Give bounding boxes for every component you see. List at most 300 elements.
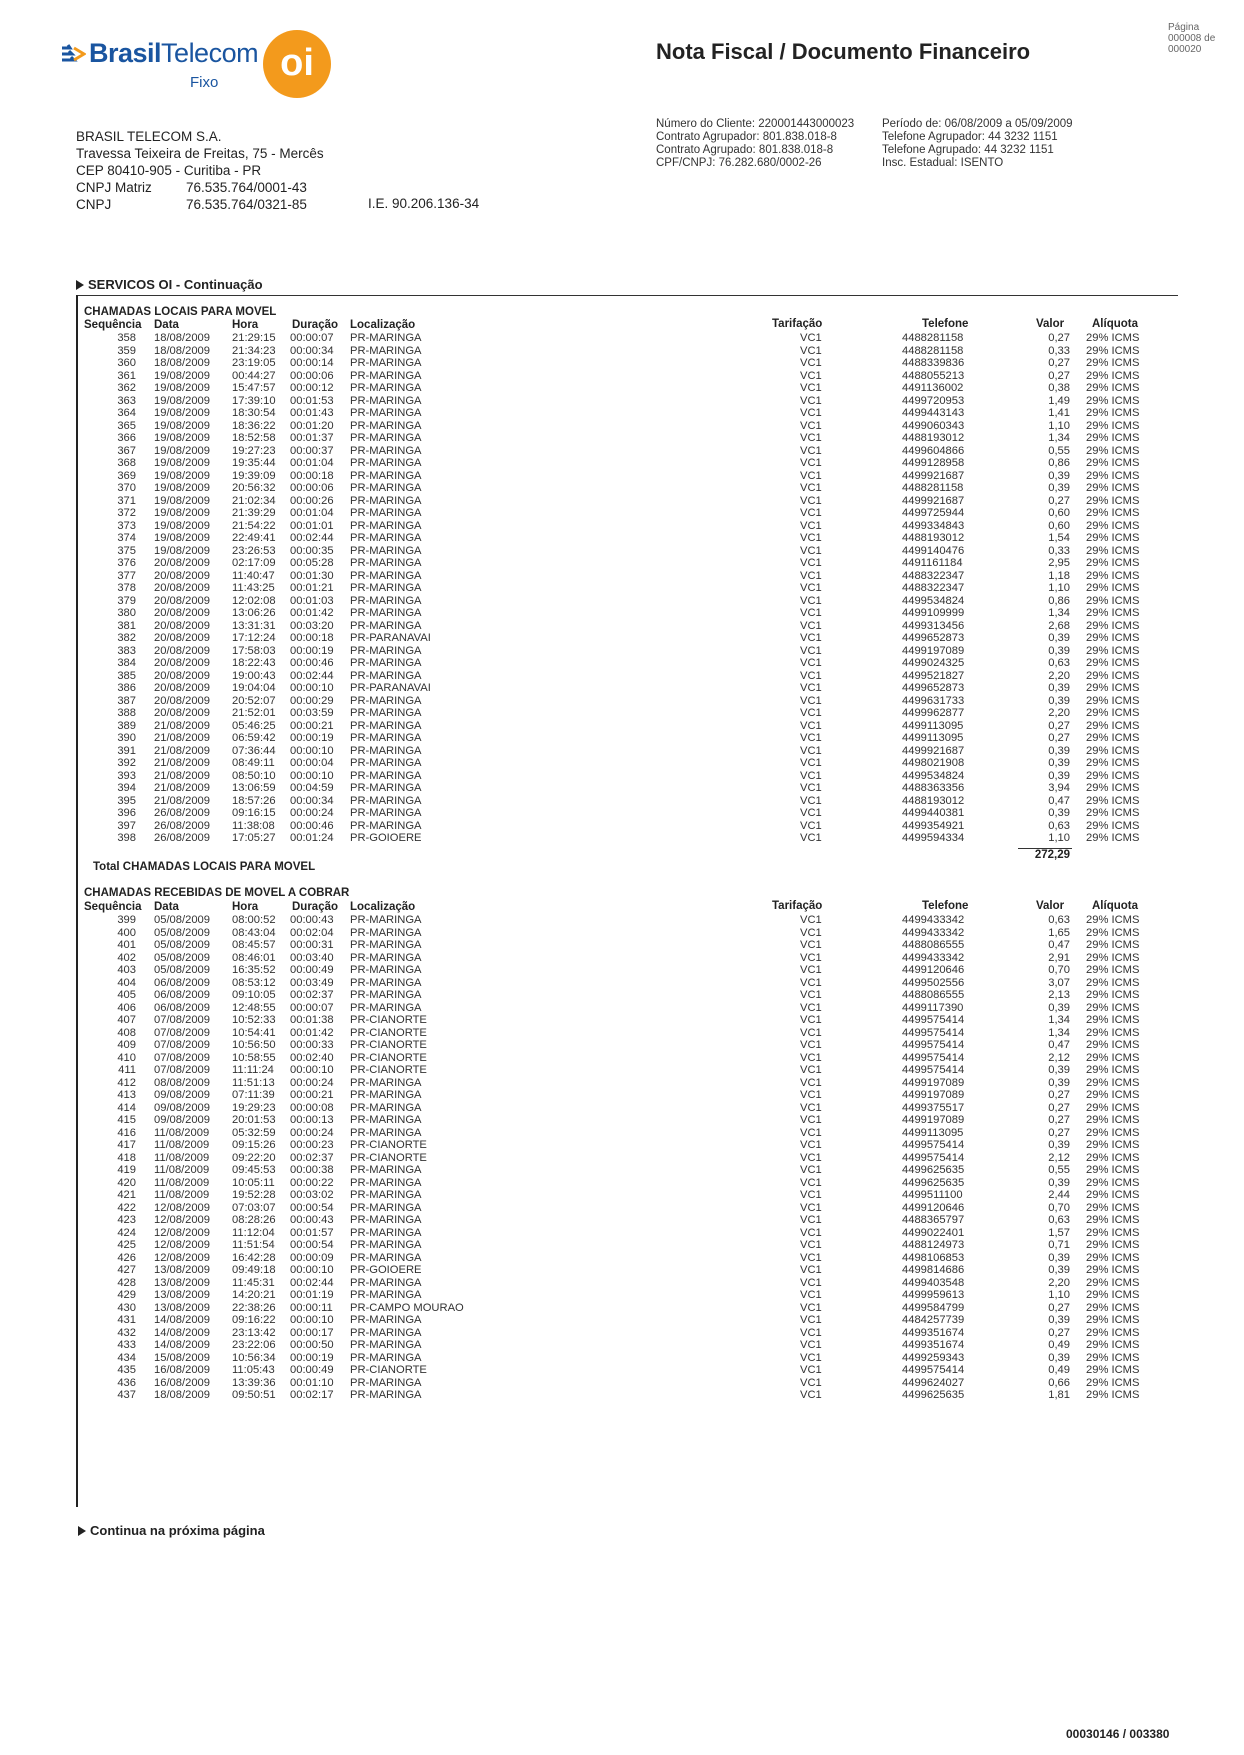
cell-phone: 4499113095 — [902, 1126, 964, 1139]
cell-phone: 4499921687 — [902, 494, 965, 507]
cell-rate: 29% ICMS — [1086, 394, 1140, 407]
brand-name: BrasilTelecom — [60, 38, 258, 68]
cell-value: 0,70 — [1048, 1201, 1070, 1214]
cell-location: PR-MARINGA — [350, 344, 422, 357]
cell-duration: 00:01:42 — [290, 607, 334, 619]
cell-value: 2,20 — [1048, 1276, 1070, 1289]
cell-date: 09/08/2009 — [154, 1101, 210, 1114]
cell-time: 10:56:50 — [232, 1039, 276, 1051]
cell-seq: 364 — [117, 407, 136, 419]
table-row — [0, 1014, 1244, 1027]
cell-duration: 00:00:29 — [290, 694, 334, 707]
cell-rate: 29% ICMS — [1086, 632, 1140, 644]
col-phone-header: Telefone — [922, 318, 969, 330]
cell-duration: 00:01:04 — [290, 507, 334, 519]
cell-date: 20/08/2009 — [154, 632, 210, 644]
cell-value: 1,41 — [1048, 407, 1070, 419]
cell-date: 11/08/2009 — [154, 1164, 210, 1176]
cell-value: 0,86 — [1048, 594, 1070, 607]
table-row — [0, 939, 1244, 952]
cell-location: PR-MARINGA — [350, 807, 422, 819]
cell-tariff: VC1 — [800, 914, 822, 926]
cell-rate: 29% ICMS — [1086, 1026, 1140, 1039]
cell-value: 0,39 — [1048, 1314, 1070, 1326]
cell-value: 2,44 — [1048, 1189, 1070, 1201]
cell-rate: 29% ICMS — [1086, 557, 1140, 569]
cell-phone: 4499575414 — [902, 1039, 965, 1051]
cell-tariff: VC1 — [800, 1301, 822, 1314]
cell-duration: 00:02:37 — [290, 1151, 334, 1164]
cell-location: PR-MARINGA — [350, 1201, 422, 1214]
col-seq-header-2: Sequência — [84, 901, 142, 913]
cell-value: 3,07 — [1048, 976, 1070, 989]
table-row — [0, 332, 1244, 345]
cell-duration: 00:01:42 — [290, 1026, 334, 1039]
cell-seq: 375 — [117, 544, 136, 557]
cell-rate: 29% ICMS — [1086, 1014, 1140, 1026]
cell-seq: 366 — [117, 432, 136, 444]
cell-value: 0,63 — [1048, 914, 1070, 926]
table-row — [0, 1177, 1244, 1190]
cell-rate: 29% ICMS — [1086, 951, 1140, 964]
cell-location: PR-MARINGA — [350, 976, 422, 989]
cnpj-matriz-row — [76, 179, 324, 196]
cell-seq: 376 — [117, 557, 136, 569]
cell-seq: 403 — [117, 964, 136, 976]
cell-date: 13/08/2009 — [154, 1264, 210, 1276]
cell-tariff: VC1 — [800, 1051, 822, 1064]
cell-phone: 4499120646 — [902, 964, 965, 976]
table-row — [0, 520, 1244, 533]
cell-duration: 00:00:19 — [290, 644, 334, 657]
cell-rate: 29% ICMS — [1086, 1151, 1140, 1164]
cell-phone: 4484257739 — [902, 1314, 965, 1326]
cell-phone: 4499921687 — [902, 744, 965, 757]
cell-rate: 29% ICMS — [1086, 832, 1140, 844]
cell-location: PR-MARINGA — [350, 1114, 422, 1126]
cell-time: 08:28:26 — [232, 1214, 276, 1226]
cell-date: 13/08/2009 — [154, 1301, 210, 1314]
cell-date: 11/08/2009 — [154, 1151, 210, 1164]
cell-date: 18/08/2009 — [154, 357, 210, 369]
cell-value: 0,27 — [1048, 494, 1070, 507]
cell-time: 09:10:05 — [232, 989, 276, 1001]
cell-location: PR-MARINGA — [350, 407, 422, 419]
table-row — [0, 1277, 1244, 1290]
cell-location: PR-MARINGA — [350, 482, 422, 494]
cell-rate: 29% ICMS — [1086, 432, 1140, 444]
cell-date: 07/08/2009 — [154, 1014, 210, 1026]
cell-time: 18:52:58 — [232, 432, 276, 444]
cell-time: 21:39:29 — [232, 507, 276, 519]
cell-time: 11:45:31 — [232, 1276, 275, 1289]
cell-phone: 4499313456 — [902, 619, 965, 632]
table-row — [0, 470, 1244, 483]
cell-rate: 29% ICMS — [1086, 457, 1140, 469]
cell-time: 16:42:28 — [232, 1251, 276, 1264]
cell-location: PR-MARINGA — [350, 1126, 422, 1139]
cell-location: PR-MARINGA — [350, 757, 422, 769]
cell-location: PR-MARINGA — [350, 382, 422, 394]
cell-seq: 363 — [117, 394, 136, 407]
cell-tariff: VC1 — [800, 557, 822, 569]
cell-duration: 00:00:10 — [290, 744, 334, 757]
cell-location: PR-MARINGA — [350, 507, 422, 519]
cell-duration: 00:02:44 — [290, 1276, 334, 1289]
table-row — [0, 964, 1244, 977]
cell-location: PR-MARINGA — [350, 719, 422, 732]
cell-seq: 393 — [117, 769, 136, 782]
cell-rate: 29% ICMS — [1086, 669, 1140, 682]
cell-date: 20/08/2009 — [154, 707, 210, 719]
cell-location: PR-MARINGA — [350, 914, 422, 926]
cell-date: 16/08/2009 — [154, 1364, 210, 1376]
cell-phone: 4499354921 — [902, 819, 965, 832]
cell-time: 13:31:31 — [232, 619, 276, 632]
table-row — [0, 832, 1244, 845]
cell-date: 26/08/2009 — [154, 832, 210, 844]
cell-rate: 29% ICMS — [1086, 357, 1140, 369]
cell-date: 09/08/2009 — [154, 1114, 210, 1126]
cell-duration: 00:00:10 — [290, 682, 334, 694]
cell-rate: 29% ICMS — [1086, 757, 1140, 769]
cell-date: 19/08/2009 — [154, 419, 210, 432]
cell-rate: 29% ICMS — [1086, 1239, 1140, 1251]
table-row — [0, 507, 1244, 520]
cell-rate: 29% ICMS — [1086, 1226, 1140, 1239]
cell-value: 0,63 — [1048, 819, 1070, 832]
table-row — [0, 914, 1244, 927]
cell-tariff: VC1 — [800, 1376, 822, 1389]
table-row — [0, 1202, 1244, 1215]
cell-seq: 415 — [117, 1114, 136, 1126]
cell-phone: 4499128958 — [902, 457, 965, 469]
cell-phone: 4499725944 — [902, 507, 965, 519]
cell-value: 2,12 — [1048, 1151, 1070, 1164]
cell-value: 1,34 — [1048, 607, 1070, 619]
cell-rate: 29% ICMS — [1086, 914, 1140, 926]
cell-date: 07/08/2009 — [154, 1026, 210, 1039]
cell-value: 0,27 — [1048, 1101, 1070, 1114]
cell-rate: 29% ICMS — [1086, 1276, 1140, 1289]
cell-rate: 29% ICMS — [1086, 1289, 1140, 1301]
table-row — [0, 732, 1244, 745]
cell-tariff: VC1 — [800, 407, 822, 419]
cell-value: 0,49 — [1048, 1339, 1070, 1351]
cell-seq: 394 — [117, 782, 136, 794]
cell-date: 05/08/2009 — [154, 926, 210, 939]
cell-duration: 00:00:21 — [290, 1089, 334, 1101]
cell-value: 0,27 — [1048, 1301, 1070, 1314]
cell-time: 09:15:26 — [232, 1139, 276, 1151]
cell-seq: 417 — [117, 1139, 136, 1151]
cell-rate: 29% ICMS — [1086, 719, 1140, 732]
cell-time: 23:19:05 — [232, 357, 276, 369]
cell-duration: 00:00:31 — [290, 939, 334, 951]
cell-rate: 29% ICMS — [1086, 769, 1140, 782]
table-row — [0, 1064, 1244, 1077]
billing-period: Período de: 06/08/2009 a 05/09/2009 — [882, 118, 1073, 130]
cell-date: 14/08/2009 — [154, 1339, 210, 1351]
cell-phone: 4499403548 — [902, 1276, 965, 1289]
cell-phone: 4499625635 — [902, 1164, 965, 1176]
cell-duration: 00:01:20 — [290, 419, 334, 432]
cell-duration: 00:00:54 — [290, 1239, 334, 1251]
cell-tariff: VC1 — [800, 1114, 822, 1126]
cell-tariff: VC1 — [800, 607, 822, 619]
table-row — [0, 757, 1244, 770]
cell-phone: 4488365797 — [902, 1214, 965, 1226]
cell-date: 09/08/2009 — [154, 1089, 210, 1101]
cell-date: 07/08/2009 — [154, 1051, 210, 1064]
cell-phone: 4499117390 — [902, 1001, 964, 1014]
cell-seq: 410 — [117, 1051, 136, 1064]
cell-duration: 00:05:28 — [290, 557, 334, 569]
cell-phone: 4488281158 — [902, 332, 964, 344]
cell-tariff: VC1 — [800, 707, 822, 719]
cell-location: PR-CIANORTE — [350, 1151, 427, 1164]
cell-phone: 4499197089 — [902, 1076, 965, 1089]
cell-location: PR-MARINGA — [350, 519, 422, 532]
cell-duration: 00:01:57 — [290, 1226, 334, 1239]
cell-value: 1,10 — [1048, 832, 1070, 844]
cell-tariff: VC1 — [800, 482, 822, 494]
cell-phone: 4499443143 — [902, 407, 965, 419]
cell-duration: 00:01:53 — [290, 394, 334, 407]
cell-time: 17:58:03 — [232, 644, 276, 657]
cell-rate: 29% ICMS — [1086, 1201, 1140, 1214]
cell-location: PR-MARINGA — [350, 819, 422, 832]
cell-date: 19/08/2009 — [154, 432, 210, 444]
cell-tariff: VC1 — [800, 964, 822, 976]
cell-rate: 29% ICMS — [1086, 407, 1140, 419]
cell-rate: 29% ICMS — [1086, 619, 1140, 632]
cell-duration: 00:00:11 — [290, 1301, 333, 1314]
cell-location: PR-MARINGA — [350, 707, 422, 719]
cell-time: 05:46:25 — [232, 719, 276, 732]
cell-rate: 29% ICMS — [1086, 819, 1140, 832]
cell-tariff: VC1 — [800, 594, 822, 607]
cell-location: PR-MARINGA — [350, 1189, 422, 1201]
table-row — [0, 532, 1244, 545]
table-row — [0, 432, 1244, 445]
cell-tariff: VC1 — [800, 1014, 822, 1026]
cell-tariff: VC1 — [800, 544, 822, 557]
table-row — [0, 545, 1244, 558]
cell-value: 1,65 — [1048, 926, 1070, 939]
page-label: Página — [1168, 22, 1200, 33]
cell-rate: 29% ICMS — [1086, 482, 1140, 494]
cell-value: 1,57 — [1048, 1226, 1070, 1239]
cell-phone: 4499351674 — [902, 1339, 965, 1351]
cell-value: 0,39 — [1048, 757, 1070, 769]
cell-location: PR-MARINGA — [350, 607, 422, 619]
cell-tariff: VC1 — [800, 432, 822, 444]
cell-phone: 4499375517 — [902, 1101, 965, 1114]
cell-tariff: VC1 — [800, 569, 822, 582]
cell-time: 09:49:18 — [232, 1264, 276, 1276]
cell-location: PR-MARINGA — [350, 1101, 422, 1114]
cell-duration: 00:03:49 — [290, 976, 334, 989]
table-row — [0, 707, 1244, 720]
col-location-header: Localização — [350, 319, 416, 331]
cell-tariff: VC1 — [800, 939, 822, 951]
cell-time: 23:22:06 — [232, 1339, 276, 1351]
cell-time: 19:35:44 — [232, 457, 276, 469]
cell-phone: 4488193012 — [902, 532, 965, 544]
cnpj-matriz-value: 76.535.764/0001-43 — [186, 180, 307, 195]
cell-rate: 29% ICMS — [1086, 382, 1140, 394]
cell-phone: 4499575414 — [902, 1064, 965, 1076]
cell-date: 18/08/2009 — [154, 344, 210, 357]
cell-value: 0,39 — [1048, 682, 1070, 694]
cell-date: 16/08/2009 — [154, 1376, 210, 1389]
cell-value: 0,39 — [1048, 469, 1070, 482]
cell-duration: 00:00:46 — [290, 657, 334, 669]
footer-code: 00030146 / 003380 — [1066, 1727, 1170, 1741]
cell-value: 1,49 — [1048, 394, 1070, 407]
cell-time: 11:51:54 — [232, 1239, 275, 1251]
cell-time: 05:32:59 — [232, 1126, 276, 1139]
cell-date: 19/08/2009 — [154, 444, 210, 457]
cell-phone: 4499720953 — [902, 394, 965, 407]
cell-time: 08:46:01 — [232, 951, 276, 964]
cell-time: 19:52:28 — [232, 1189, 276, 1201]
company-info — [76, 128, 324, 213]
cell-location: PR-GOIOERE — [350, 832, 422, 844]
cell-location: PR-MARINGA — [350, 594, 422, 607]
cell-duration: 00:01:43 — [290, 407, 334, 419]
cell-phone: 4488322347 — [902, 582, 965, 594]
cell-tariff: VC1 — [800, 1239, 822, 1251]
cell-phone: 4499625635 — [902, 1389, 965, 1401]
cell-tariff: VC1 — [800, 1276, 822, 1289]
table-row — [0, 977, 1244, 990]
section-title: SERVICOS OI - Continuação — [76, 277, 263, 292]
cell-duration: 00:02:40 — [290, 1051, 334, 1064]
cell-phone: 4488281158 — [902, 482, 964, 494]
cell-seq: 384 — [117, 657, 136, 669]
cell-time: 10:56:34 — [232, 1351, 276, 1364]
cell-duration: 00:03:40 — [290, 951, 334, 964]
cell-date: 19/08/2009 — [154, 544, 210, 557]
cell-location: PR-MARINGA — [350, 582, 422, 594]
cell-rate: 29% ICMS — [1086, 644, 1140, 657]
cell-date: 14/08/2009 — [154, 1326, 210, 1339]
cell-time: 17:39:10 — [232, 394, 276, 407]
table-row — [0, 1389, 1244, 1402]
cell-location: PR-MARINGA — [350, 419, 422, 432]
table-row — [0, 1139, 1244, 1152]
table-row — [0, 645, 1244, 658]
cell-date: 19/08/2009 — [154, 394, 210, 407]
cell-phone: 4499511100 — [902, 1189, 963, 1201]
cell-date: 19/08/2009 — [154, 482, 210, 494]
cell-tariff: VC1 — [800, 819, 822, 832]
cell-rate: 29% ICMS — [1086, 744, 1140, 757]
cell-duration: 00:03:59 — [290, 707, 334, 719]
col-seq-header: Sequência — [84, 319, 142, 331]
cell-duration: 00:00:34 — [290, 794, 334, 807]
cell-duration: 00:02:44 — [290, 669, 334, 682]
cell-phone: 4499575414 — [902, 1014, 965, 1026]
cell-time: 15:47:57 — [232, 382, 276, 394]
cell-value: 0,47 — [1048, 1039, 1070, 1051]
cell-phone: 4499113095 — [902, 732, 964, 744]
cell-date: 19/08/2009 — [154, 494, 210, 507]
cell-location: PR-MARINGA — [350, 1076, 422, 1089]
table-row — [0, 1102, 1244, 1115]
cell-duration: 00:00:10 — [290, 1064, 334, 1076]
col-value-header-2: Valor — [1036, 900, 1065, 912]
cell-rate: 29% ICMS — [1086, 1039, 1140, 1051]
oi-logo: oi — [263, 30, 331, 98]
cell-duration: 00:04:59 — [290, 782, 334, 794]
cell-seq: 372 — [117, 507, 136, 519]
table-row — [0, 1239, 1244, 1252]
cell-tariff: VC1 — [800, 519, 822, 532]
cell-tariff: VC1 — [800, 532, 822, 544]
cell-duration: 00:01:01 — [290, 519, 334, 532]
cell-date: 21/08/2009 — [154, 744, 210, 757]
cell-time: 07:11:39 — [232, 1089, 275, 1101]
table1-body — [0, 332, 1244, 845]
cell-seq: 423 — [117, 1214, 136, 1226]
cell-time: 17:05:27 — [232, 832, 276, 844]
table-row — [0, 820, 1244, 833]
cell-value: 0,39 — [1048, 769, 1070, 782]
table1-total-value: 272,29 — [1034, 849, 1070, 861]
cell-phone: 4499521827 — [902, 669, 965, 682]
cell-value: 0,27 — [1048, 369, 1070, 382]
cell-seq: 397 — [117, 819, 136, 832]
cell-time: 17:12:24 — [232, 632, 276, 644]
cell-tariff: VC1 — [800, 682, 822, 694]
cell-seq: 380 — [117, 607, 136, 619]
cell-location: PR-MARINGA — [350, 1239, 422, 1251]
cell-phone: 4499575414 — [902, 1151, 965, 1164]
client-cpf-cnpj: CPF/CNPJ: 76.282.680/0002-26 — [656, 157, 822, 169]
table-row — [0, 1289, 1244, 1302]
cell-seq: 411 — [118, 1064, 136, 1076]
cell-time: 19:27:23 — [232, 444, 276, 457]
cell-location: PR-MARINGA — [350, 557, 422, 569]
cell-location: PR-MARINGA — [350, 1214, 422, 1226]
cell-seq: 400 — [117, 926, 136, 939]
cell-rate: 29% ICMS — [1086, 694, 1140, 707]
cell-seq: 407 — [117, 1014, 136, 1026]
phone-agrupador: Telefone Agrupador: 44 3232 1151 — [882, 131, 1058, 143]
cell-time: 11:40:47 — [232, 569, 275, 582]
cell-phone: 4488193012 — [902, 794, 965, 807]
cell-phone: 4499575414 — [902, 1026, 965, 1039]
cell-tariff: VC1 — [800, 757, 822, 769]
cell-rate: 29% ICMS — [1086, 419, 1140, 432]
cell-location: PR-MARINGA — [350, 394, 422, 407]
cell-seq: 408 — [117, 1026, 136, 1039]
col-tariff-header-2: Tarifação — [772, 900, 823, 912]
cell-phone: 4499197089 — [902, 644, 965, 657]
cell-time: 21:34:23 — [232, 344, 276, 357]
cell-seq: 360 — [117, 357, 136, 369]
cell-date: 05/08/2009 — [154, 914, 210, 926]
cell-tariff: VC1 — [800, 1326, 822, 1339]
cell-seq: 374 — [117, 532, 136, 544]
cell-location: PR-MARINGA — [350, 444, 422, 457]
cell-location: PR-MARINGA — [350, 1176, 422, 1189]
cell-duration: 00:00:14 — [290, 357, 334, 369]
cell-date: 11/08/2009 — [154, 1176, 210, 1189]
